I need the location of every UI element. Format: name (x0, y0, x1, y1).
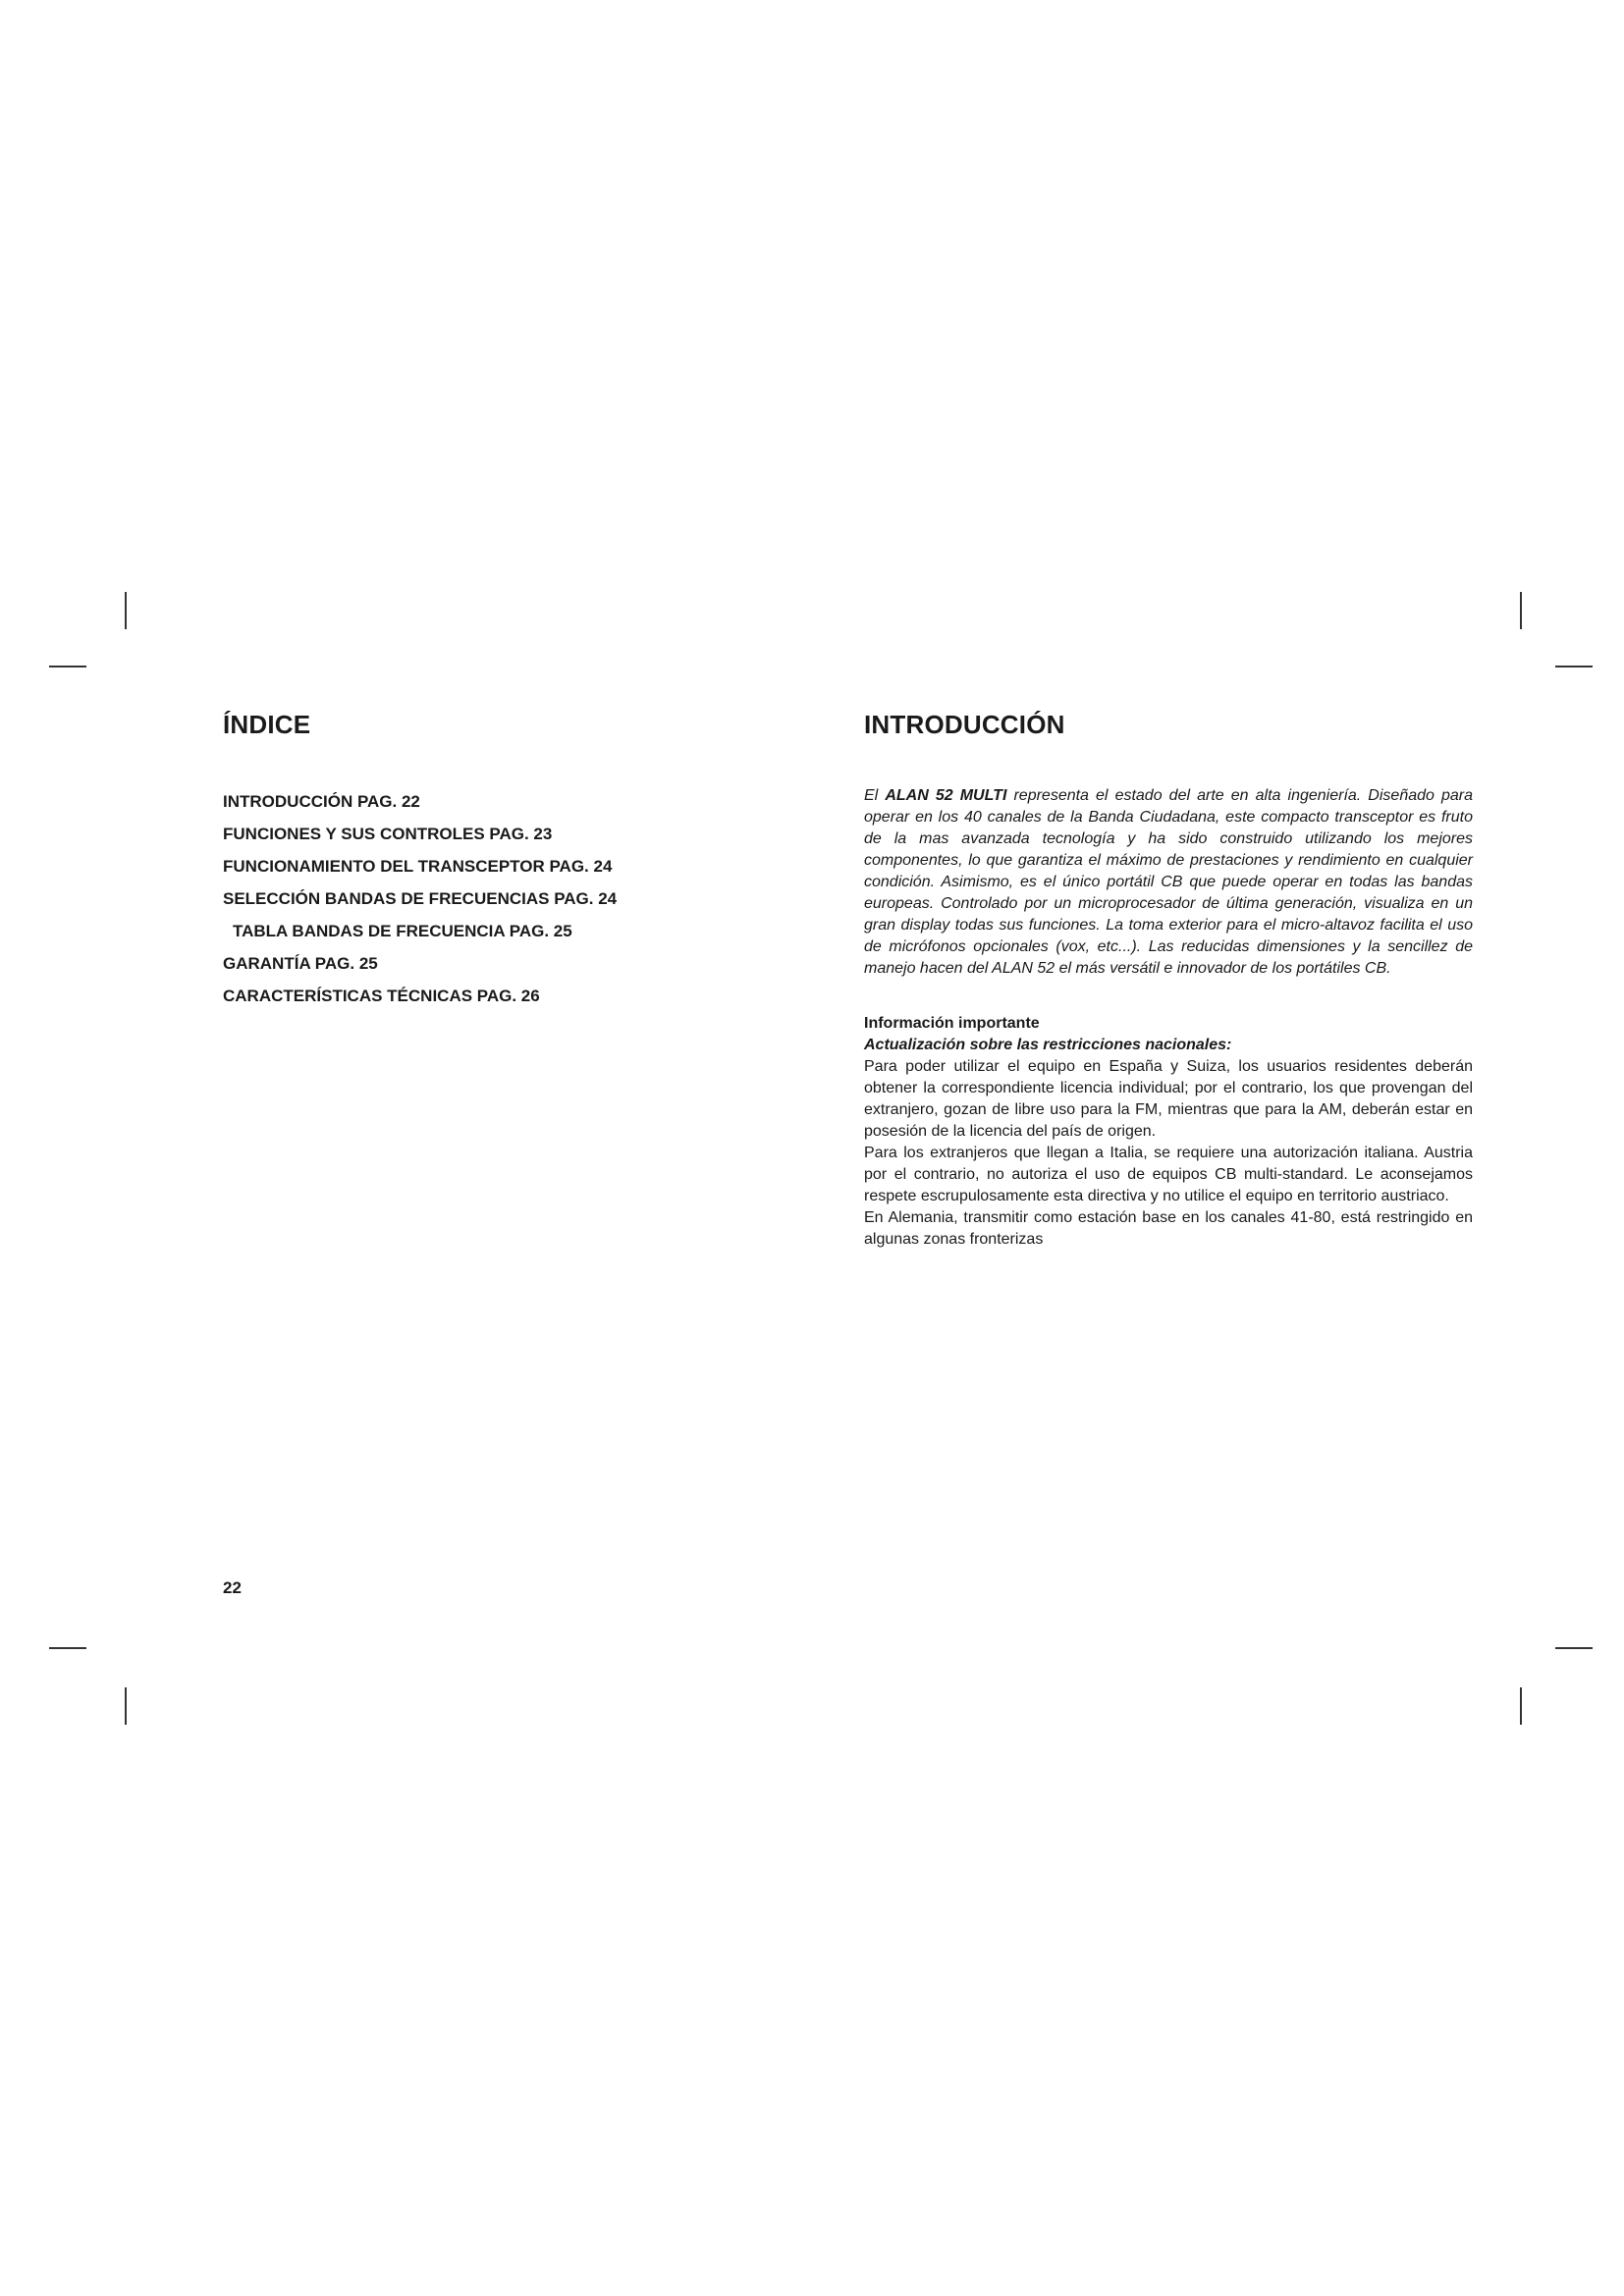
info-paragraph-italy-austria: Para los extranjeros que llegan a Italia, se requiere una autorización italiana. Austria por el contrario, no autoriza el uso de equipos CB multi-standard. Le aconsejamos respete escrupulosamente esta directiva y no utilice el equipo en territorio austriaco. (864, 1145, 1473, 1204)
index-section (223, 707, 773, 1012)
crop-mark-top-right-vertical (1520, 592, 1522, 629)
index-item-garantia: GARANTÍA PAG. 25 (223, 954, 378, 973)
info-subtitle: Actualización sobre las restricciones nacionales: (864, 1037, 1232, 1053)
index-item-caracteristicas: CARACTERÍSTICAS TÉCNICAS PAG. 26 (223, 987, 540, 1005)
info-paragraph-spain-switzerland: Para poder utilizar el equipo en España y Suiza, los usuarios residentes deberán obtener la correspondiente licencia individual; por el contrario, los que provengan del extranjero, gozan de libre uso para la FM, mientras que para la AM, deberán estar en posesión de la licencia del país de origen. (864, 1058, 1473, 1140)
index-item-funcionamiento: FUNCIONAMIENTO DEL TRANSCEPTOR PAG. 24 (223, 857, 613, 876)
intro-lead: El (864, 787, 886, 804)
crop-mark-bottom-left-horizontal (49, 1647, 86, 1649)
intro-title: INTRODUCCIÓN (864, 710, 1065, 739)
page-number: 22 (223, 1578, 242, 1597)
crop-mark-bottom-left-vertical (125, 1687, 127, 1725)
crop-mark-bottom-right-vertical (1520, 1687, 1522, 1725)
index-title: ÍNDICE (223, 710, 311, 739)
crop-mark-top-right-horizontal (1555, 666, 1593, 667)
info-title: Información importante (864, 1015, 1040, 1032)
crop-mark-top-left-vertical (125, 592, 127, 629)
intro-body: representa el estado del arte en alta ingeniería. Diseñado para operar en los 40 canales de la Banda Ciudadana, este compacto transceptor es fruto de la mas avanzada tecnología y ha sido construido utilizando los mejores componentes, lo que garantiza el máximo de prestaciones y rendimiento en cualquier condición. Asimismo, es el único portátil CB que puede operar en todas las bandas europeas. Controlado por un microprocesador de última generación, visualiza en un gran display todas sus funciones. La toma exterior para el micro-altavoz facilita el uso de micrófonos opcionales (vox, etc...). Las reducidas dimensiones y la sencillez de manejo hacen del ALAN 52 el más versátil e innovador de los portátiles CB. (864, 787, 1474, 977)
index-item-tabla-bandas: TABLA BANDAS DE FRECUENCIA PAG. 25 (233, 922, 572, 940)
index-list (223, 785, 773, 1012)
index-item-seleccion-bandas: SELECCIÓN BANDAS DE FRECUENCIAS PAG. 24 (223, 889, 618, 908)
crop-mark-top-left-horizontal (49, 666, 86, 667)
index-item-introduccion: INTRODUCCIÓN PAG. 22 (223, 792, 420, 811)
index-item-funciones: FUNCIONES Y SUS CONTROLES PAG. 23 (223, 825, 553, 843)
info-paragraph-germany: En Alemania, transmitir como estación base en los canales 41-80, está restringido en algunas zonas fronterizas (864, 1209, 1473, 1248)
intro-model-name: ALAN 52 MULTI (885, 787, 1007, 804)
intro-section (864, 707, 1473, 1251)
intro-paragraph (864, 785, 1473, 980)
crop-mark-bottom-right-horizontal (1555, 1647, 1593, 1649)
